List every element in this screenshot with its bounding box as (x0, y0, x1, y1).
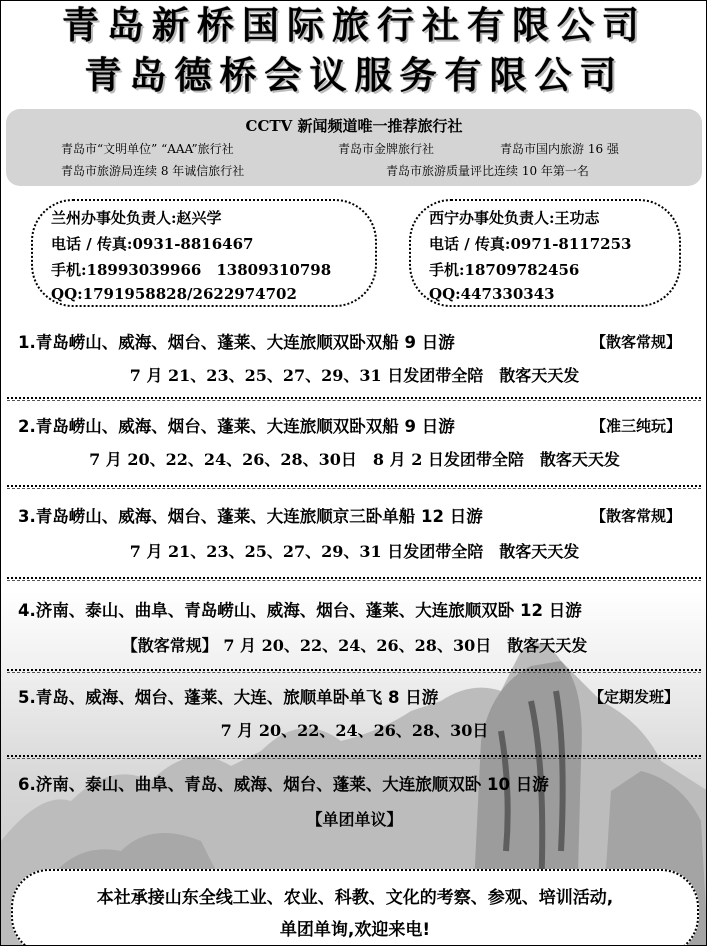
xining-office-card (409, 199, 681, 307)
banner-title: CCTV 新闻频道唯一推荐旅行社 (245, 117, 463, 135)
route-3-tag: 【散客常规】 (591, 507, 682, 525)
divider-1 (7, 397, 701, 405)
footer-line-2: 单团单询,欢迎来电! (279, 920, 431, 940)
divider-3 (7, 577, 701, 585)
route-3-dates: 7 月 21、23、25、27、29、31 日发团带全陪 散客天天发 (129, 542, 580, 561)
route-1-title: 1.青岛崂山、威海、烟台、蓬莱、大连旅顺双卧双船 9 日游 (18, 333, 455, 352)
route-6-title: 6.济南、泰山、曲阜、青岛、威海、烟台、蓬莱、大连旅顺双卧 10 日游 (18, 775, 549, 794)
route-1-tag: 【散客常规】 (591, 333, 682, 351)
honor-quality-first: 青岛市旅游质量评比连续 10 年第一名 (386, 164, 589, 178)
lanzhou-manager: 兰州办事处负责人:赵兴学 (51, 209, 222, 227)
xining-phone: 电话 / 传真:0971-8117253 (429, 235, 632, 253)
xining-manager: 西宁办事处负责人:王功志 (429, 209, 600, 227)
divider-4 (7, 669, 701, 677)
route-1-dates: 7 月 21、23、25、27、29、31 日发团带全陪 散客天天发 (129, 366, 580, 385)
honor-civilized-unit: 青岛市“文明单位” “AAA”旅行社 (61, 142, 234, 156)
route-5-tag: 【定期发班】 (589, 688, 680, 706)
route-5-dates: 7 月 20、22、24、26、28、30日 (220, 721, 489, 740)
route-4-title: 4.济南、泰山、曲阜、青岛崂山、威海、烟台、蓬莱、大连旅顺双卧 12 日游 (18, 601, 582, 620)
footer-line-1: 本社承接山东全线工业、农业、科教、文化的考察、参观、培训活动, (96, 888, 614, 908)
lanzhou-phone: 电话 / 传真:0931-8816467 (51, 235, 254, 253)
route-2-dates: 7 月 20、22、24、26、28、30日 8 月 2 日发团带全陪 散客天天发 (89, 450, 620, 469)
route-6-dates: 【单团单议】 (306, 810, 403, 829)
divider-5 (7, 755, 701, 763)
lanzhou-office-card (31, 199, 377, 307)
route-4-dates: 【散客常规】 7 月 20、22、24、26、28、30日 散客天天发 (121, 636, 588, 655)
xining-qq: QQ:447330343 (429, 285, 555, 303)
lanzhou-mobile: 手机:18993039966 13809310798 (51, 261, 332, 279)
honor-top16: 青岛市国内旅游 16 强 (500, 142, 619, 156)
company-title-2: 青岛德桥会议服务有限公司 (84, 54, 625, 97)
lanzhou-qq: QQ:1791958828/2622974702 (51, 285, 297, 303)
company-title-1: 青岛新桥国际旅行社有限公司 (62, 4, 647, 47)
honors-banner (6, 109, 702, 186)
route-2-title: 2.青岛崂山、威海、烟台、蓬莱、大连旅顺双卧双船 9 日游 (18, 417, 455, 436)
divider-2 (7, 485, 701, 493)
honor-gold-agency: 青岛市金牌旅行社 (338, 142, 435, 156)
honor-integrity: 青岛市旅游局连续 8 年诚信旅行社 (61, 164, 245, 178)
business-scope-footer (11, 869, 699, 946)
route-2-tag: 【准三纯玩】 (591, 417, 682, 435)
route-3-title: 3.青岛崂山、威海、烟台、蓬莱、大连旅顺京三卧单船 12 日游 (18, 507, 483, 526)
route-5-title: 5.青岛、威海、烟台、蓬莱、大连、旅顺单卧单飞 8 日游 (18, 688, 439, 707)
xining-mobile: 手机:18709782456 (429, 261, 580, 279)
